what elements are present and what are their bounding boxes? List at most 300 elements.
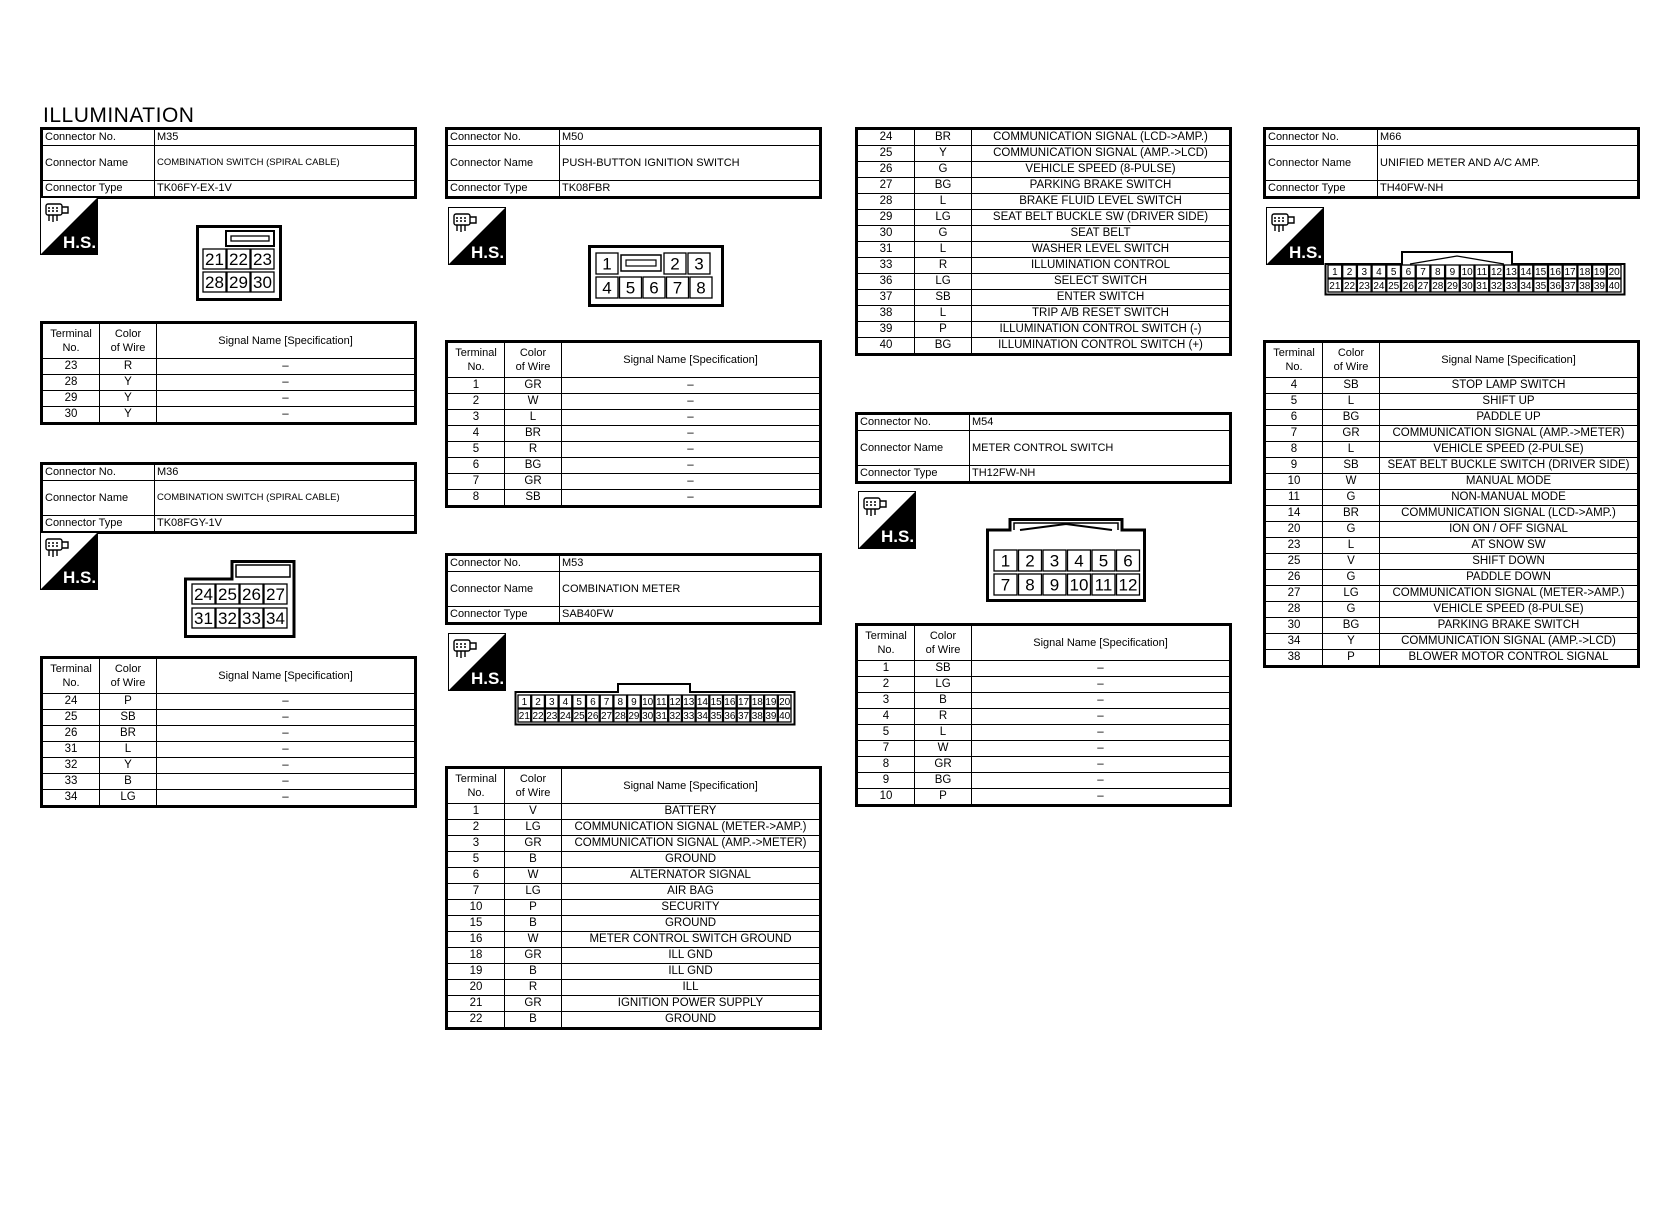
wire-color: B [100, 774, 157, 790]
svg-text:23: 23 [253, 250, 272, 270]
terminal-no: 28 [42, 375, 100, 391]
svg-text:23: 23 [1358, 281, 1370, 293]
terminal-no: 9 [1265, 458, 1323, 474]
signal-name: ILLUMINATION CONTROL SWITCH (+) [972, 338, 1231, 355]
terminal-no: 8 [1265, 442, 1323, 458]
terminal-no: 4 [857, 709, 915, 725]
wire-color: V [505, 804, 562, 820]
table-row [447, 884, 821, 900]
signal-name-header: Signal Name [Specification] [1380, 342, 1639, 378]
wire-color: R [100, 359, 157, 375]
signal-name: ION ON / OFF SIGNAL [1380, 522, 1639, 538]
terminal-no: 21 [447, 996, 505, 1012]
wire-color: GR [505, 378, 562, 394]
terminal-no: 2 [447, 820, 505, 836]
svg-text:25: 25 [218, 585, 237, 605]
svg-text:7: 7 [1420, 267, 1426, 279]
svg-text:10: 10 [642, 697, 654, 709]
connector-no-value: M54 [970, 414, 1231, 431]
wire-color: P [505, 900, 562, 916]
terminal-no: 7 [1265, 426, 1323, 442]
wire-color: R [505, 442, 562, 458]
terminal-no: 7 [447, 474, 505, 490]
table-row [42, 758, 416, 774]
signal-name: – [157, 790, 416, 807]
signal-name: – [972, 693, 1231, 709]
wire-color: LG [1323, 586, 1380, 602]
svg-text:17: 17 [1564, 267, 1576, 279]
svg-text:31: 31 [655, 711, 667, 723]
table-row [447, 852, 821, 868]
harness-side-label: H.S. [471, 669, 505, 688]
table-row [42, 359, 416, 375]
terminal-no: 6 [1265, 410, 1323, 426]
svg-text:27: 27 [600, 711, 613, 723]
connector-m35-face [196, 225, 282, 301]
svg-text:14: 14 [696, 697, 709, 709]
table-row [447, 868, 821, 884]
svg-text:32: 32 [669, 711, 681, 723]
signal-name: COMMUNICATION SIGNAL (LCD->AMP.) [1380, 506, 1639, 522]
connector-m66-face [1324, 250, 1626, 296]
table-row [857, 322, 1231, 338]
table-row [857, 242, 1231, 258]
terminal-no-header: Terminal No. [857, 625, 915, 661]
terminal-no: 24 [857, 129, 915, 146]
terminal-no: 30 [42, 407, 100, 424]
terminal-no: 36 [857, 274, 915, 290]
wire-color: P [1323, 650, 1380, 667]
wire-color: R [915, 709, 972, 725]
connector-m54-terminal-table [855, 623, 1232, 807]
wire-color: GR [1323, 426, 1380, 442]
svg-text:30: 30 [253, 273, 272, 293]
table-row [1265, 426, 1639, 442]
terminal-no: 29 [857, 210, 915, 226]
table-row [857, 129, 1231, 146]
wire-color: LG [915, 677, 972, 693]
wire-color: GR [505, 996, 562, 1012]
connector-name-value: PUSH-BUTTON IGNITION SWITCH [560, 146, 821, 181]
svg-text:6: 6 [590, 697, 596, 709]
svg-text:27: 27 [266, 585, 285, 605]
terminal-no: 1 [857, 661, 915, 677]
svg-text:26: 26 [242, 585, 261, 605]
wire-color: W [505, 932, 562, 948]
terminal-no: 18 [447, 948, 505, 964]
table-row [1265, 586, 1639, 602]
svg-text:9: 9 [1449, 267, 1456, 279]
wire-color: B [505, 1012, 562, 1029]
svg-text:10: 10 [1461, 267, 1473, 279]
svg-text:5: 5 [1390, 267, 1397, 279]
svg-text:4: 4 [602, 278, 612, 298]
signal-name: VEHICLE SPEED (2-PULSE) [1380, 442, 1639, 458]
terminal-no: 24 [42, 694, 100, 710]
svg-text:33: 33 [683, 711, 695, 723]
signal-name: – [562, 394, 821, 410]
signal-name: – [157, 758, 416, 774]
svg-text:39: 39 [1593, 281, 1606, 293]
terminal-no: 15 [447, 916, 505, 932]
signal-name: – [157, 407, 416, 424]
svg-text:1: 1 [602, 254, 612, 274]
table-row [1265, 458, 1639, 474]
svg-text:35: 35 [710, 711, 722, 723]
signal-name: ILLUMINATION CONTROL [972, 258, 1231, 274]
svg-text:22: 22 [532, 711, 544, 723]
terminal-no-header: Terminal No. [447, 342, 505, 378]
wire-color: LG [505, 884, 562, 900]
svg-text:28: 28 [614, 711, 626, 723]
terminal-no: 1 [447, 378, 505, 394]
terminal-no: 31 [857, 242, 915, 258]
terminal-no: 32 [42, 758, 100, 774]
harness-side-label: H.S. [63, 568, 97, 587]
signal-name: COMMUNICATION SIGNAL (METER->AMP.) [562, 820, 821, 836]
wire-color: Y [915, 146, 972, 162]
harness-side-icon [1266, 207, 1324, 265]
connector-m66-terminal-table [1263, 340, 1640, 668]
wire-color: L [100, 742, 157, 758]
wire-color: SB [1323, 458, 1380, 474]
wire-color: Y [100, 375, 157, 391]
signal-name-header: Signal Name [Specification] [157, 323, 416, 359]
svg-text:4: 4 [562, 697, 569, 709]
table-row [42, 375, 416, 391]
signal-name: VEHICLE SPEED (8-PULSE) [1380, 602, 1639, 618]
svg-text:35: 35 [1535, 281, 1547, 293]
table-row [1265, 394, 1639, 410]
svg-text:13: 13 [683, 697, 695, 709]
terminal-no: 27 [857, 178, 915, 194]
connector-name-value: METER CONTROL SWITCH [970, 431, 1231, 466]
terminal-no: 22 [447, 1012, 505, 1029]
table-row [447, 442, 821, 458]
table-row [42, 726, 416, 742]
signal-name: COMMUNICATION SIGNAL (AMP.->METER) [562, 836, 821, 852]
connector-type-value: TH40FW-NH [1378, 181, 1639, 198]
svg-text:16: 16 [1549, 267, 1561, 279]
svg-text:5: 5 [625, 278, 636, 298]
terminal-no-header: Terminal No. [447, 768, 505, 804]
wire-color: L [1323, 442, 1380, 458]
table-row [1265, 378, 1639, 394]
wire-color: BR [505, 426, 562, 442]
signal-name: BATTERY [562, 804, 821, 820]
svg-text:14: 14 [1520, 267, 1532, 279]
terminal-no: 10 [447, 900, 505, 916]
svg-text:4: 4 [1074, 551, 1084, 571]
signal-name: PARKING BRAKE SWITCH [972, 178, 1231, 194]
wire-color: W [915, 741, 972, 757]
svg-text:39: 39 [765, 711, 777, 723]
wire-color: R [505, 980, 562, 996]
svg-text:34: 34 [1520, 281, 1532, 293]
svg-text:18: 18 [1579, 267, 1591, 279]
table-row [447, 458, 821, 474]
wire-color: BR [915, 129, 972, 146]
signal-name: PARKING BRAKE SWITCH [1380, 618, 1639, 634]
wire-color: LG [915, 274, 972, 290]
terminal-no: 39 [857, 322, 915, 338]
svg-text:24: 24 [559, 711, 572, 723]
terminal-no: 33 [857, 258, 915, 274]
signal-name: SEAT BELT BUCKLE SWITCH (DRIVER SIDE) [1380, 458, 1639, 474]
wire-color: GR [505, 474, 562, 490]
signal-name: ALTERNATOR SIGNAL [562, 868, 821, 884]
svg-text:27: 27 [1417, 281, 1429, 293]
connector-m53-continued-table [855, 127, 1232, 356]
signal-name-header: Signal Name [Specification] [562, 342, 821, 378]
table-row [447, 932, 821, 948]
svg-text:8: 8 [617, 697, 624, 709]
terminal-no: 2 [857, 677, 915, 693]
table-row [447, 916, 821, 932]
svg-text:6: 6 [649, 278, 659, 298]
wire-color: B [505, 916, 562, 932]
wire-color: LG [505, 820, 562, 836]
terminal-no: 26 [1265, 570, 1323, 586]
wire-color: BR [100, 726, 157, 742]
signal-name: ILL GND [562, 964, 821, 980]
terminal-no: 26 [857, 162, 915, 178]
wire-color: Y [100, 407, 157, 424]
connector-name-value: COMBINATION METER [560, 572, 821, 607]
terminal-no: 38 [857, 306, 915, 322]
signal-name: TRIP A/B RESET SWITCH [972, 306, 1231, 322]
svg-text:9: 9 [631, 697, 637, 709]
connector-m53-info: Connector No. M53 Connector Name COMBINATION METER Connector Type SAB40FW [445, 553, 822, 625]
signal-name: – [157, 391, 416, 407]
wire-color: L [915, 194, 972, 210]
terminal-no: 9 [857, 773, 915, 789]
terminal-no: 3 [447, 836, 505, 852]
terminal-no-header: Terminal No. [42, 658, 100, 694]
svg-text:11: 11 [1476, 267, 1488, 279]
wire-color-header: Color of Wire [915, 625, 972, 661]
terminal-no: 7 [447, 884, 505, 900]
signal-name: – [157, 726, 416, 742]
wire-color: G [1323, 602, 1380, 618]
terminal-no-header: Terminal No. [1265, 342, 1323, 378]
signal-name: – [972, 725, 1231, 741]
terminal-no: 25 [857, 146, 915, 162]
wire-color: P [915, 322, 972, 338]
svg-text:8: 8 [696, 278, 706, 298]
signal-name: – [972, 757, 1231, 773]
svg-text:28: 28 [205, 273, 224, 293]
svg-text:30: 30 [642, 711, 654, 723]
signal-name: – [972, 773, 1231, 789]
terminal-no: 3 [857, 693, 915, 709]
terminal-no: 34 [1265, 634, 1323, 650]
wire-color: G [1323, 522, 1380, 538]
table-row [857, 274, 1231, 290]
terminal-no: 10 [1265, 474, 1323, 490]
table-row [857, 773, 1231, 789]
signal-name: – [157, 774, 416, 790]
terminal-no: 30 [857, 226, 915, 242]
svg-text:37: 37 [737, 711, 750, 723]
signal-name: GROUND [562, 916, 821, 932]
signal-name: PADDLE DOWN [1380, 570, 1639, 586]
terminal-no: 4 [447, 426, 505, 442]
connector-no-value: M50 [560, 129, 821, 146]
table-row [857, 258, 1231, 274]
harness-side-label: H.S. [881, 527, 915, 546]
terminal-no: 25 [1265, 554, 1323, 570]
wire-color-header: Color of Wire [1323, 342, 1380, 378]
wire-color: Y [1323, 634, 1380, 650]
svg-text:7: 7 [1000, 575, 1011, 595]
wire-color: LG [915, 210, 972, 226]
table-row [857, 162, 1231, 178]
wire-color: L [915, 306, 972, 322]
wire-color: SB [915, 661, 972, 677]
signal-name: COMMUNICATION SIGNAL (AMP.->LCD) [1380, 634, 1639, 650]
svg-text:20: 20 [1608, 267, 1620, 279]
svg-text:12: 12 [669, 697, 681, 709]
signal-name: SELECT SWITCH [972, 274, 1231, 290]
table-row [857, 709, 1231, 725]
terminal-no: 28 [1265, 602, 1323, 618]
svg-text:1: 1 [1000, 551, 1011, 571]
wire-color: Y [100, 758, 157, 774]
table-row [857, 677, 1231, 693]
harness-side-label: H.S. [1289, 243, 1323, 262]
table-row [1265, 506, 1639, 522]
table-row [447, 1012, 821, 1029]
svg-text:33: 33 [242, 609, 261, 629]
terminal-no: 8 [857, 757, 915, 773]
svg-text:16: 16 [724, 697, 736, 709]
connector-m54-info: Connector No. M54 Connector Name METER CONTROL SWITCH Connector Type TH12FW-NH [855, 412, 1232, 484]
terminal-no: 20 [1265, 522, 1323, 538]
svg-text:5: 5 [576, 697, 582, 709]
svg-text:38: 38 [1579, 281, 1591, 293]
svg-text:31: 31 [1476, 281, 1488, 293]
table-row [447, 474, 821, 490]
signal-name: – [562, 442, 821, 458]
signal-name: NON-MANUAL MODE [1380, 490, 1639, 506]
wire-color-header: Color of Wire [505, 342, 562, 378]
svg-text:34: 34 [266, 609, 285, 629]
svg-text:22: 22 [1343, 281, 1356, 293]
svg-text:25: 25 [1388, 281, 1400, 293]
table-row [1265, 618, 1639, 634]
signal-name: – [562, 426, 821, 442]
wire-color: P [915, 789, 972, 806]
terminal-no: 31 [42, 742, 100, 758]
signal-name: – [562, 410, 821, 426]
table-row [857, 290, 1231, 306]
table-row [1265, 442, 1639, 458]
harness-side-icon [40, 197, 98, 255]
signal-name: AT SNOW SW [1380, 538, 1639, 554]
svg-text:3: 3 [694, 254, 704, 274]
signal-name: – [562, 378, 821, 394]
signal-name: METER CONTROL SWITCH GROUND [562, 932, 821, 948]
connector-m35-terminal-table [40, 321, 417, 425]
table-row [42, 710, 416, 726]
svg-text:12: 12 [1118, 575, 1138, 595]
svg-text:11: 11 [1094, 575, 1113, 595]
harness-side-icon [40, 532, 98, 590]
svg-text:3: 3 [1361, 267, 1368, 279]
wire-color: BG [915, 338, 972, 355]
svg-text:24: 24 [194, 585, 213, 605]
table-row [1265, 474, 1639, 490]
signal-name: AIR BAG [562, 884, 821, 900]
signal-name: – [157, 710, 416, 726]
table-row [447, 426, 821, 442]
connector-type-value: TK08FBR [560, 181, 821, 198]
signal-name: ILLUMINATION CONTROL SWITCH (-) [972, 322, 1231, 338]
table-row [857, 194, 1231, 210]
svg-text:29: 29 [628, 711, 640, 723]
terminal-no: 3 [447, 410, 505, 426]
svg-text:23: 23 [546, 711, 558, 723]
terminal-no: 6 [447, 868, 505, 884]
terminal-no: 4 [1265, 378, 1323, 394]
table-row [1265, 602, 1639, 618]
signal-name: SECURITY [562, 900, 821, 916]
connector-m53-terminal-table [445, 766, 822, 1030]
svg-text:13: 13 [1505, 267, 1517, 279]
signal-name: WASHER LEVEL SWITCH [972, 242, 1231, 258]
signal-name: – [157, 375, 416, 391]
terminal-no: 28 [857, 194, 915, 210]
signal-name-header: Signal Name [Specification] [972, 625, 1231, 661]
table-row [447, 964, 821, 980]
svg-text:5: 5 [1098, 551, 1109, 571]
terminal-no: 5 [1265, 394, 1323, 410]
connector-m54-face [986, 518, 1146, 602]
page-title: ILLUMINATION [43, 104, 195, 127]
svg-text:4: 4 [1376, 267, 1382, 279]
table-row [1265, 522, 1639, 538]
connector-name-value: UNIFIED METER AND A/C AMP. [1378, 146, 1639, 181]
table-row [42, 790, 416, 807]
table-row [857, 338, 1231, 355]
connector-name-value: COMBINATION SWITCH (SPIRAL CABLE) [155, 481, 416, 516]
terminal-no: 8 [447, 490, 505, 507]
signal-name: – [157, 742, 416, 758]
table-row [447, 820, 821, 836]
svg-text:17: 17 [737, 697, 750, 709]
signal-name: GROUND [562, 852, 821, 868]
svg-text:40: 40 [779, 711, 791, 723]
wire-color: BG [505, 458, 562, 474]
svg-text:31: 31 [194, 609, 213, 629]
terminal-no-header: Terminal No. [42, 323, 100, 359]
svg-text:32: 32 [218, 609, 237, 629]
terminal-no: 37 [857, 290, 915, 306]
terminal-no: 29 [42, 391, 100, 407]
table-row [1265, 538, 1639, 554]
svg-text:30: 30 [1461, 281, 1473, 293]
connector-m50-info: Connector No. M50 Connector Name PUSH-BUTTON IGNITION SWITCH Connector Type TK08FBR [445, 127, 822, 199]
svg-text:8: 8 [1025, 575, 1035, 595]
terminal-no: 5 [447, 852, 505, 868]
wire-color: G [915, 226, 972, 242]
connector-no-value: M53 [560, 555, 821, 572]
signal-name: – [157, 694, 416, 710]
wire-color-header: Color of Wire [505, 768, 562, 804]
connector-no-value: M35 [155, 129, 416, 146]
signal-name: GROUND [562, 1012, 821, 1029]
